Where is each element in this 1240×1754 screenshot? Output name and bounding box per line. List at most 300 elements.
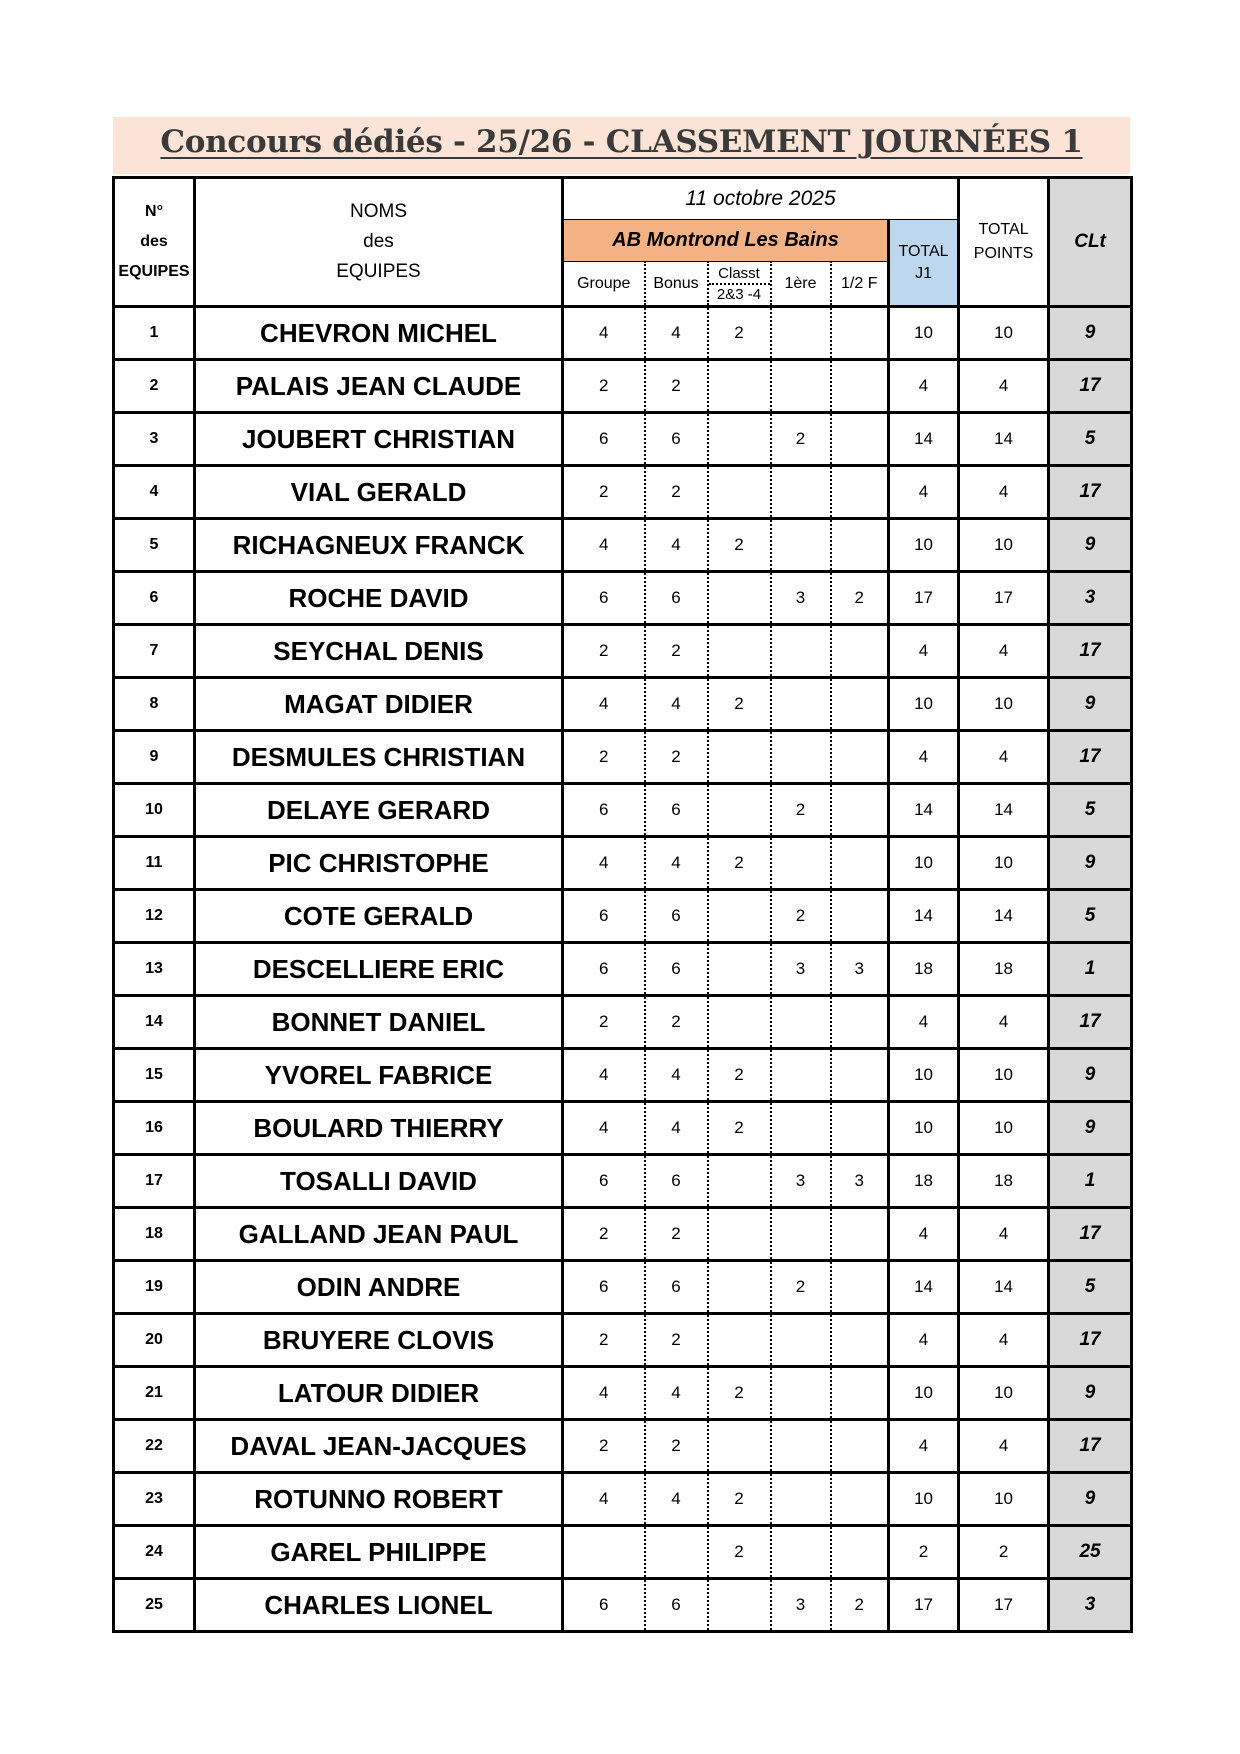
groupe-cell: 2 [563,996,645,1049]
total-j1-cell: 10 [889,837,959,890]
classt-cell: 2 [708,307,771,360]
demi-cell [831,1049,889,1102]
team-name: DESMULES CHRISTIAN [195,731,563,784]
total-j1-cell: 10 [889,1049,959,1102]
team-number: 4 [114,466,195,519]
team-number: 14 [114,996,195,1049]
table-row [114,1261,1132,1314]
team-number: 13 [114,943,195,996]
team-number: 25 [114,1579,195,1632]
bonus-cell: 6 [645,943,708,996]
groupe-cell: 2 [563,1208,645,1261]
premiere-cell: 3 [771,1155,831,1208]
total-points-cell: 10 [959,1049,1049,1102]
clt-cell: 9 [1049,1473,1132,1526]
bonus-cell: 4 [645,837,708,890]
premiere-cell: 2 [771,1261,831,1314]
bonus-cell: 6 [645,413,708,466]
bonus-cell: 4 [645,678,708,731]
total-points-cell: 2 [959,1526,1049,1579]
bonus-cell: 4 [645,1367,708,1420]
team-number: 2 [114,360,195,413]
clt-cell: 9 [1049,519,1132,572]
table-row [114,466,1132,519]
bonus-cell: 2 [645,625,708,678]
demi-cell: 2 [831,1579,889,1632]
table-row [114,1102,1132,1155]
table-row [114,1314,1132,1367]
team-name: RICHAGNEUX FRANCK [195,519,563,572]
team-name: CHARLES LIONEL [195,1579,563,1632]
clt-cell: 1 [1049,943,1132,996]
table-row [114,625,1132,678]
header-clt: CLt [1049,178,1132,307]
team-number: 24 [114,1526,195,1579]
demi-cell [831,1102,889,1155]
header-names-line3: EQUIPES [336,261,421,282]
groupe-cell [563,1526,645,1579]
team-number: 19 [114,1261,195,1314]
bonus-cell: 6 [645,1155,708,1208]
classt-cell [708,1579,771,1632]
table-row [114,784,1132,837]
table-row [114,943,1132,996]
total-points-cell: 17 [959,572,1049,625]
team-number: 9 [114,731,195,784]
premiere-cell [771,1367,831,1420]
bonus-cell: 2 [645,1208,708,1261]
table-row [114,1367,1132,1420]
bonus-cell: 2 [645,466,708,519]
total-j1-cell: 18 [889,943,959,996]
total-j1-cell: 4 [889,625,959,678]
bonus-cell: 6 [645,1261,708,1314]
table-row [114,731,1132,784]
total-points-cell: 17 [959,1579,1049,1632]
premiere-cell [771,307,831,360]
team-number: 17 [114,1155,195,1208]
premiere-cell [771,996,831,1049]
bonus-cell: 6 [645,572,708,625]
demi-cell [831,466,889,519]
premiere-cell [771,1420,831,1473]
classt-cell [708,466,771,519]
clt-cell: 3 [1049,572,1132,625]
header-total-points-line1: TOTAL [978,221,1029,238]
demi-cell [831,1367,889,1420]
header-num-line2: des [140,233,168,250]
classt-cell: 2 [708,1367,771,1420]
premiere-cell [771,837,831,890]
team-name: MAGAT DIDIER [195,678,563,731]
classt-cell [708,360,771,413]
clt-cell: 9 [1049,1367,1132,1420]
total-j1-cell: 10 [889,1102,959,1155]
team-number: 20 [114,1314,195,1367]
bonus-cell: 6 [645,1579,708,1632]
demi-cell [831,996,889,1049]
total-points-cell: 10 [959,1473,1049,1526]
total-j1-cell: 14 [889,890,959,943]
team-number: 22 [114,1420,195,1473]
classt-cell [708,572,771,625]
classt-cell: 2 [708,837,771,890]
total-j1-cell: 10 [889,307,959,360]
header-team-number [114,178,195,307]
title-band [113,117,1130,174]
classt-cell: 2 [708,519,771,572]
clt-cell: 5 [1049,784,1132,837]
total-points-cell: 18 [959,943,1049,996]
groupe-cell: 6 [563,1579,645,1632]
clt-cell: 5 [1049,1261,1132,1314]
total-points-cell: 10 [959,1367,1049,1420]
demi-cell [831,1526,889,1579]
bonus-cell: 6 [645,890,708,943]
team-name: DELAYE GERARD [195,784,563,837]
total-j1-cell: 14 [889,413,959,466]
premiere-cell: 3 [771,943,831,996]
team-name: GAREL PHILIPPE [195,1526,563,1579]
groupe-cell: 4 [563,1049,645,1102]
team-name: PIC CHRISTOPHE [195,837,563,890]
total-j1-cell: 10 [889,1473,959,1526]
table-row [114,1420,1132,1473]
table-row [114,1049,1132,1102]
premiere-cell [771,519,831,572]
classt-cell [708,943,771,996]
header-total-points-line2: POINTS [973,245,1034,262]
team-number: 6 [114,572,195,625]
clt-cell: 17 [1049,1420,1132,1473]
table-body [114,307,1132,1632]
clt-cell: 17 [1049,731,1132,784]
team-number: 1 [114,307,195,360]
header-total-j1 [889,220,959,307]
header-classt-line1: Classt [718,264,760,282]
groupe-cell: 2 [563,1420,645,1473]
team-number: 10 [114,784,195,837]
demi-cell [831,413,889,466]
table-row [114,307,1132,360]
header-groupe: Groupe [563,262,645,307]
demi-cell [831,837,889,890]
total-points-cell: 18 [959,1155,1049,1208]
total-j1-cell: 4 [889,1208,959,1261]
total-points-cell: 4 [959,996,1049,1049]
total-j1-cell: 17 [889,572,959,625]
total-points-cell: 4 [959,360,1049,413]
bonus-cell [645,1526,708,1579]
team-number: 18 [114,1208,195,1261]
header-total-points [959,178,1049,307]
total-points-cell: 10 [959,519,1049,572]
team-number: 12 [114,890,195,943]
clt-cell: 5 [1049,413,1132,466]
team-number: 16 [114,1102,195,1155]
team-name: JOUBERT CHRISTIAN [195,413,563,466]
clt-cell: 9 [1049,678,1132,731]
header-bonus: Bonus [645,262,708,307]
classt-cell: 2 [708,1049,771,1102]
table-row [114,678,1132,731]
groupe-cell: 2 [563,625,645,678]
total-j1-cell: 10 [889,678,959,731]
team-number: 7 [114,625,195,678]
page-title: Concours dédiés - 25/26 - CLASSEMENT JOURNÉES 1 [160,124,1083,160]
total-j1-cell: 10 [889,519,959,572]
team-name: BOULARD THIERRY [195,1102,563,1155]
team-name: SEYCHAL DENIS [195,625,563,678]
groupe-cell: 2 [563,1314,645,1367]
groupe-cell: 2 [563,731,645,784]
header-date: 11 octobre 2025 [563,178,959,220]
clt-cell: 17 [1049,1208,1132,1261]
team-name: LATOUR DIDIER [195,1367,563,1420]
classt-cell [708,1261,771,1314]
groupe-cell: 6 [563,943,645,996]
demi-cell [831,519,889,572]
demi-cell [831,1261,889,1314]
team-name: PALAIS JEAN CLAUDE [195,360,563,413]
table-row [114,837,1132,890]
clt-cell: 9 [1049,307,1132,360]
clt-cell: 17 [1049,466,1132,519]
groupe-cell: 6 [563,784,645,837]
table-row [114,1155,1132,1208]
header-num-line3: EQUIPES [118,263,190,280]
total-j1-cell: 17 [889,1579,959,1632]
team-number: 11 [114,837,195,890]
table-row [114,1208,1132,1261]
header-names-line1: NOMS [350,201,407,222]
clt-cell: 17 [1049,625,1132,678]
team-name: ROTUNNO ROBERT [195,1473,563,1526]
total-j1-cell: 4 [889,1420,959,1473]
total-j1-cell: 4 [889,1314,959,1367]
bonus-cell: 6 [645,784,708,837]
classt-cell [708,1420,771,1473]
team-name: BONNET DANIEL [195,996,563,1049]
header-venue: AB Montrond Les Bains [563,220,889,262]
header-total-j1-line2: J1 [915,264,932,282]
bonus-cell: 4 [645,519,708,572]
groupe-cell: 6 [563,413,645,466]
groupe-cell: 4 [563,519,645,572]
clt-cell: 17 [1049,1314,1132,1367]
classt-cell [708,996,771,1049]
total-points-cell: 14 [959,1261,1049,1314]
bonus-cell: 4 [645,1473,708,1526]
total-j1-cell: 4 [889,466,959,519]
header-classt [708,262,771,307]
team-name: YVOREL FABRICE [195,1049,563,1102]
groupe-cell: 4 [563,837,645,890]
total-points-cell: 4 [959,466,1049,519]
groupe-cell: 6 [563,1261,645,1314]
total-points-cell: 4 [959,1208,1049,1261]
groupe-cell: 6 [563,1155,645,1208]
total-j1-cell: 10 [889,1367,959,1420]
total-j1-cell: 14 [889,784,959,837]
classt-cell: 2 [708,1473,771,1526]
demi-cell [831,890,889,943]
clt-cell: 5 [1049,890,1132,943]
groupe-cell: 4 [563,1473,645,1526]
groupe-cell: 4 [563,678,645,731]
team-name: TOSALLI DAVID [195,1155,563,1208]
team-name: BRUYERE CLOVIS [195,1314,563,1367]
premiere-cell [771,1526,831,1579]
bonus-cell: 2 [645,360,708,413]
team-number: 15 [114,1049,195,1102]
bonus-cell: 4 [645,1102,708,1155]
demi-cell [831,784,889,837]
demi-cell [831,731,889,784]
bonus-cell: 2 [645,996,708,1049]
table-row [114,519,1132,572]
clt-cell: 9 [1049,1102,1132,1155]
header-total-j1-line1: TOTAL [898,242,949,260]
table-row [114,1579,1132,1632]
team-name: DAVAL JEAN-JACQUES [195,1420,563,1473]
classt-cell: 2 [708,1526,771,1579]
bonus-cell: 4 [645,1049,708,1102]
groupe-cell: 4 [563,1367,645,1420]
classt-cell [708,1208,771,1261]
demi-cell: 3 [831,1155,889,1208]
total-points-cell: 4 [959,731,1049,784]
demi-cell [831,678,889,731]
demi-cell: 3 [831,943,889,996]
total-j1-cell: 2 [889,1526,959,1579]
total-j1-cell: 4 [889,731,959,784]
premiere-cell [771,1473,831,1526]
classt-cell [708,1155,771,1208]
total-points-cell: 4 [959,1314,1049,1367]
total-points-cell: 4 [959,625,1049,678]
clt-cell: 25 [1049,1526,1132,1579]
clt-cell: 1 [1049,1155,1132,1208]
table-row [114,413,1132,466]
table-row [114,890,1132,943]
total-points-cell: 10 [959,837,1049,890]
team-name: VIAL GERALD [195,466,563,519]
groupe-cell: 4 [563,1102,645,1155]
groupe-cell: 6 [563,572,645,625]
demi-cell [831,1314,889,1367]
demi-cell [831,1420,889,1473]
team-name: COTE GERALD [195,890,563,943]
bonus-cell: 4 [645,307,708,360]
total-j1-cell: 4 [889,360,959,413]
groupe-cell: 2 [563,360,645,413]
premiere-cell: 3 [771,1579,831,1632]
team-name: ODIN ANDRE [195,1261,563,1314]
team-number: 8 [114,678,195,731]
table-row [114,360,1132,413]
team-number: 23 [114,1473,195,1526]
total-points-cell: 10 [959,307,1049,360]
team-name: CHEVRON MICHEL [195,307,563,360]
classt-cell [708,1314,771,1367]
premiere-cell [771,466,831,519]
classt-cell: 2 [708,1102,771,1155]
bonus-cell: 2 [645,1420,708,1473]
header-classt-line2: 2&3 -4 [709,283,770,304]
demi-cell [831,1208,889,1261]
table-row [114,1526,1132,1579]
clt-cell: 9 [1049,1049,1132,1102]
header-names-line2: des [363,231,394,252]
classt-cell [708,890,771,943]
table-row [114,1473,1132,1526]
groupe-cell: 6 [563,890,645,943]
classt-cell [708,625,771,678]
classt-cell: 2 [708,678,771,731]
team-name: ROCHE DAVID [195,572,563,625]
total-j1-cell: 14 [889,1261,959,1314]
header-num-line1: N° [145,203,163,220]
premiere-cell [771,1102,831,1155]
total-j1-cell: 4 [889,996,959,1049]
team-number: 5 [114,519,195,572]
premiere-cell: 2 [771,413,831,466]
bonus-cell: 2 [645,731,708,784]
team-name: GALLAND JEAN PAUL [195,1208,563,1261]
header-premiere: 1ère [771,262,831,307]
classt-cell [708,731,771,784]
premiere-cell: 2 [771,784,831,837]
bonus-cell: 2 [645,1314,708,1367]
classt-cell [708,784,771,837]
clt-cell: 9 [1049,837,1132,890]
premiere-cell [771,1208,831,1261]
total-j1-cell: 18 [889,1155,959,1208]
table-row [114,996,1132,1049]
premiere-cell: 3 [771,572,831,625]
team-number: 21 [114,1367,195,1420]
total-points-cell: 14 [959,413,1049,466]
total-points-cell: 4 [959,1420,1049,1473]
demi-cell [831,625,889,678]
demi-cell [831,360,889,413]
demi-cell [831,1473,889,1526]
premiere-cell: 2 [771,890,831,943]
premiere-cell [771,678,831,731]
total-points-cell: 14 [959,784,1049,837]
table-row [114,572,1132,625]
classt-cell [708,413,771,466]
clt-cell: 17 [1049,360,1132,413]
premiere-cell [771,625,831,678]
total-points-cell: 14 [959,890,1049,943]
demi-cell [831,307,889,360]
header-demi: 1/2 F [831,262,889,307]
clt-cell: 3 [1049,1579,1132,1632]
total-points-cell: 10 [959,1102,1049,1155]
groupe-cell: 2 [563,466,645,519]
ranking-table [112,176,1133,1633]
demi-cell: 2 [831,572,889,625]
groupe-cell: 4 [563,307,645,360]
clt-cell: 17 [1049,996,1132,1049]
premiere-cell [771,1049,831,1102]
premiere-cell [771,360,831,413]
total-points-cell: 10 [959,678,1049,731]
premiere-cell [771,1314,831,1367]
team-name: DESCELLIERE ERIC [195,943,563,996]
